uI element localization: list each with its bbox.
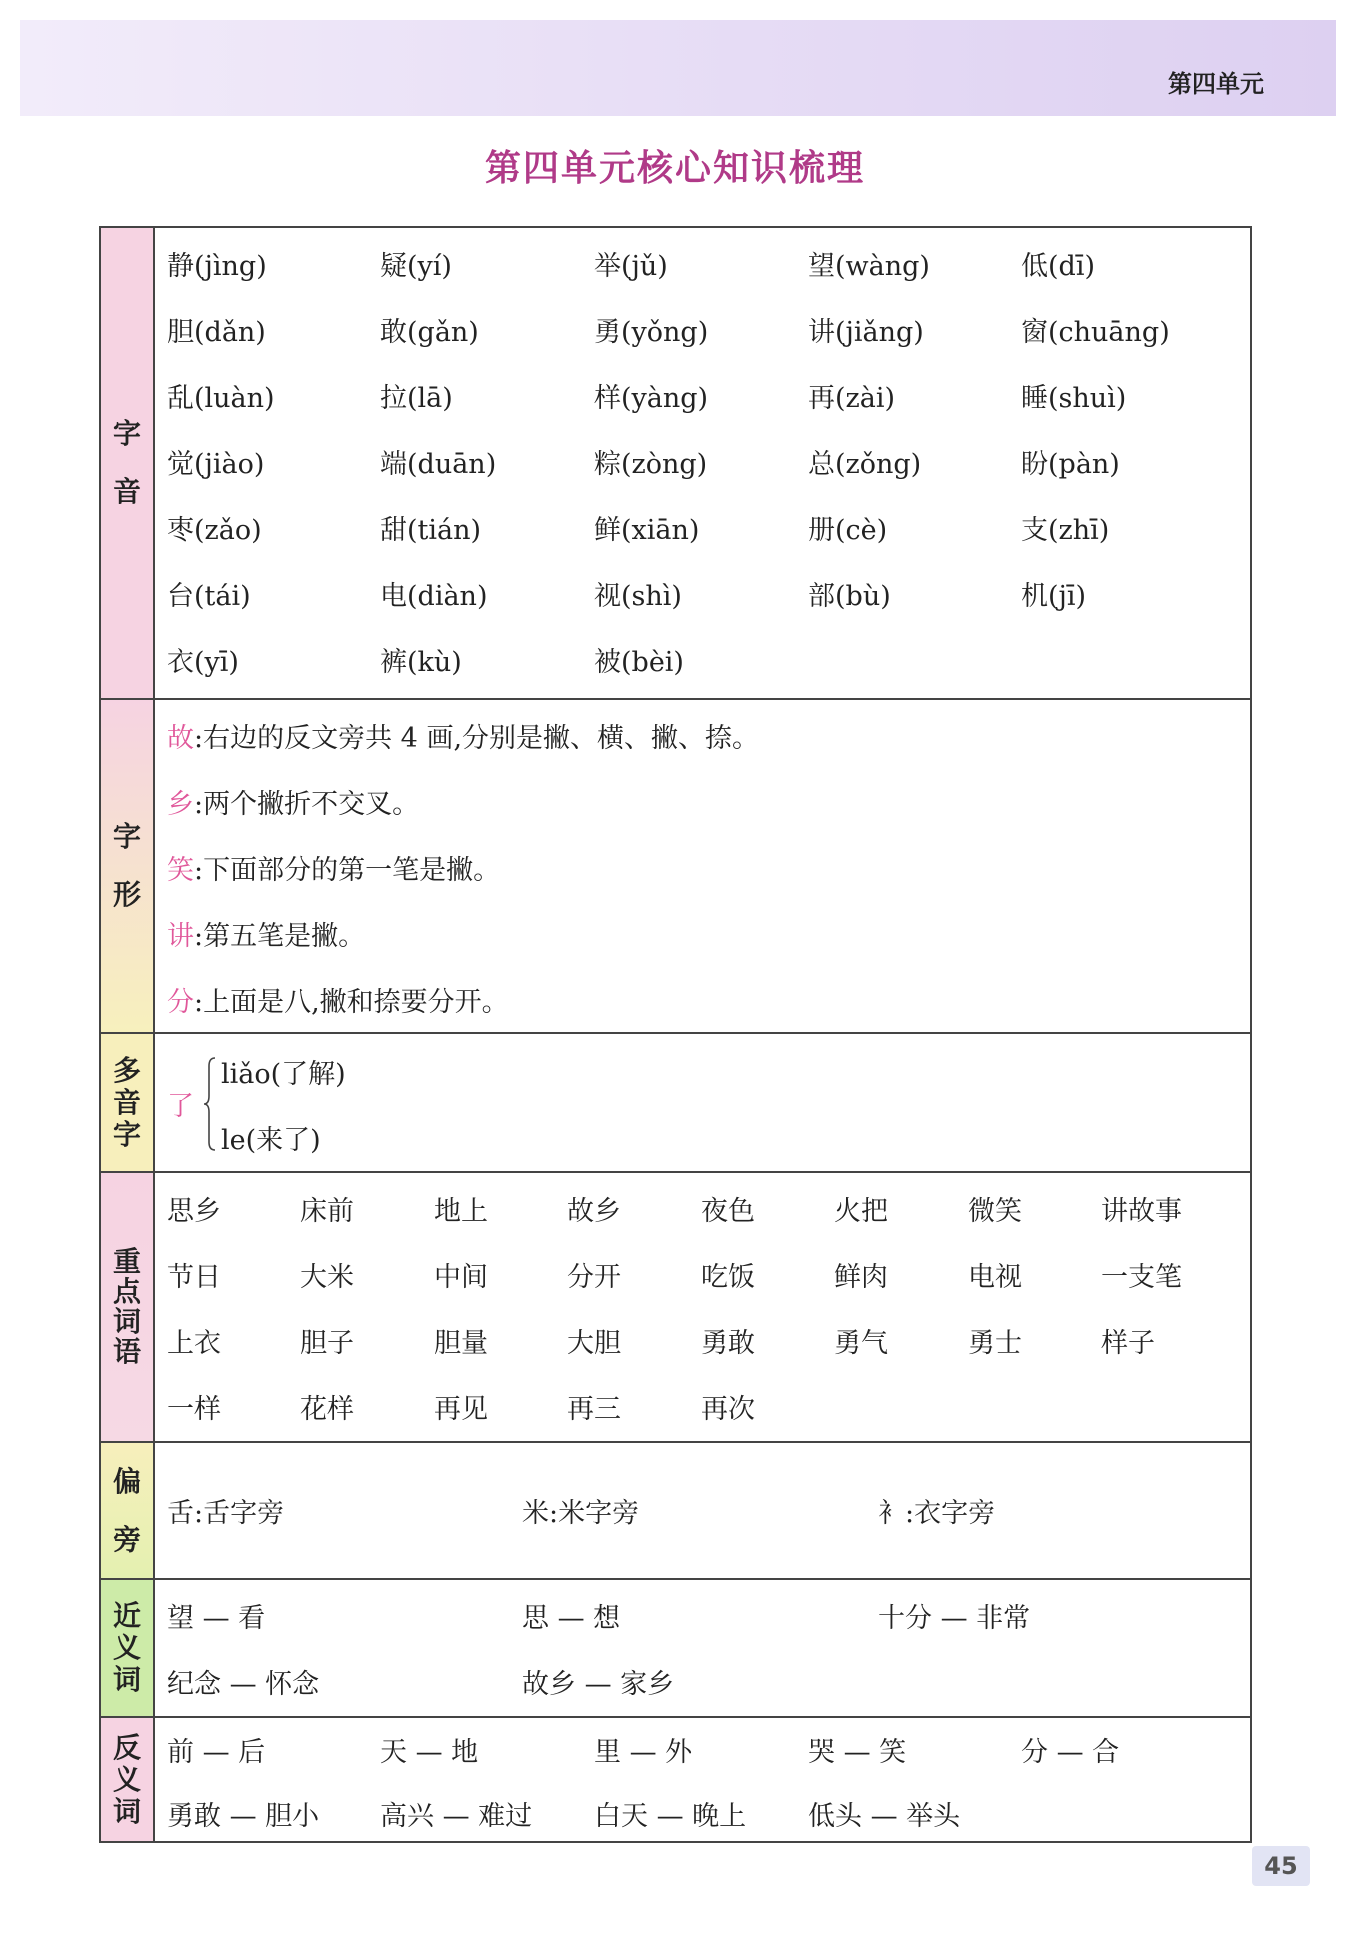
pinyin-entry: 电(diàn) xyxy=(380,581,488,612)
label-char: 反 xyxy=(112,1730,141,1764)
pinyin-entry: 枣(zǎo) xyxy=(167,515,262,546)
antonym-pair: 天 — 地 xyxy=(380,1737,479,1768)
pinyin-entry: 总(zǒng) xyxy=(808,449,922,480)
word-entry: 节日 xyxy=(167,1262,221,1293)
word-entry: 中间 xyxy=(434,1262,488,1293)
antonym-pair: 白天 — 晚上 xyxy=(594,1801,747,1832)
label-char: 字 xyxy=(112,417,141,450)
synonym-pair: 纪念 — 怀念 xyxy=(167,1669,320,1700)
word-entry: 床前 xyxy=(300,1196,354,1227)
pinyin-entry: 视(shì) xyxy=(594,581,682,612)
word-entry: 再三 xyxy=(567,1394,621,1425)
section-label-jinyici xyxy=(101,1580,155,1716)
section-label-duoyinzi xyxy=(101,1034,155,1171)
highlight-char: 讲 xyxy=(167,921,194,952)
pinyin-entry: 乱(luàn) xyxy=(167,383,275,414)
label-char: 字 xyxy=(112,1117,141,1151)
word-entry: 吃饭 xyxy=(701,1262,755,1293)
section-label-ziyin xyxy=(101,228,155,698)
word-entry: 鲜肉 xyxy=(834,1262,888,1293)
knowledge-table xyxy=(99,226,1252,1843)
highlight-char: 分 xyxy=(167,987,194,1018)
label-char: 词 xyxy=(112,1305,141,1338)
pinyin-entry: 部(bù) xyxy=(808,581,891,612)
pinyin-entry: 勇(yǒng) xyxy=(594,317,709,348)
highlight-char: 故 xyxy=(167,723,194,754)
antonym-pair: 哭 — 笑 xyxy=(808,1737,907,1768)
word-entry: 花样 xyxy=(300,1394,354,1425)
word-entry: 一样 xyxy=(167,1394,221,1425)
pinyin-entry: 册(cè) xyxy=(808,515,888,546)
word-entry: 再见 xyxy=(434,1394,488,1425)
synonym-pair: 十分 — 非常 xyxy=(878,1603,1031,1634)
word-entry: 思乡 xyxy=(167,1196,221,1227)
stroke-note xyxy=(167,914,365,953)
section-ziyin xyxy=(101,228,1250,698)
word-entry: 夜色 xyxy=(701,1196,755,1227)
section-pianpang xyxy=(101,1441,1250,1578)
antonym-pair: 高兴 — 难过 xyxy=(380,1801,533,1832)
note-text: :第五笔是撇。 xyxy=(194,921,366,952)
pinyin-entry: 窗(chuāng) xyxy=(1021,317,1170,348)
word-entry: 分开 xyxy=(567,1262,621,1293)
pinyin-entry: 端(duān) xyxy=(380,449,497,480)
word-entry: 勇士 xyxy=(968,1328,1022,1359)
stroke-note xyxy=(167,782,419,821)
pinyin-entry: 举(jǔ) xyxy=(594,251,668,282)
word-entry: 大胆 xyxy=(567,1328,621,1359)
pinyin-entry: 支(zhī) xyxy=(1021,515,1110,546)
section-jinyici xyxy=(101,1578,1250,1716)
section-zixing xyxy=(101,698,1250,1032)
pinyin-entry: 样(yàng) xyxy=(594,383,709,414)
word-entry: 勇敢 xyxy=(701,1328,755,1359)
antonym-pair: 勇敢 — 胆小 xyxy=(167,1801,320,1832)
stroke-note xyxy=(167,980,509,1019)
stroke-note xyxy=(167,848,500,887)
pinyin-entry: 裤(kù) xyxy=(380,647,462,678)
pinyin-entry: 讲(jiǎng) xyxy=(808,317,924,348)
label-char: 形 xyxy=(112,878,141,911)
section-fanyici xyxy=(101,1716,1250,1841)
label-char: 语 xyxy=(112,1335,141,1368)
pinyin-entry: 盼(pàn) xyxy=(1021,449,1120,480)
label-char: 近 xyxy=(112,1599,141,1632)
key-words-grid xyxy=(155,1173,1250,1441)
section-zhongdian xyxy=(101,1171,1250,1441)
pinyin-entry: 台(tái) xyxy=(167,581,251,612)
label-char: 音 xyxy=(112,475,141,508)
antonym-pair: 低头 — 举头 xyxy=(808,1801,961,1832)
antonyms-list xyxy=(155,1718,1250,1841)
label-char: 词 xyxy=(112,1663,141,1696)
synonym-pair: 望 — 看 xyxy=(167,1603,266,1634)
word-entry: 再次 xyxy=(701,1394,755,1425)
pinyin-entry: 胆(dǎn) xyxy=(167,317,266,348)
pinyin-entry: 静(jìng) xyxy=(167,251,267,282)
label-char: 多 xyxy=(112,1053,141,1087)
section-label-zixing xyxy=(101,700,155,1032)
note-text: :下面部分的第一笔是撇。 xyxy=(194,855,501,886)
polyphone-char: 了 xyxy=(167,1091,194,1122)
page-number: 45 xyxy=(1252,1846,1310,1886)
label-char: 重 xyxy=(112,1245,141,1278)
word-entry: 胆量 xyxy=(434,1328,488,1359)
pinyin-entry: 被(bèi) xyxy=(594,647,684,678)
word-entry: 一支笔 xyxy=(1101,1262,1182,1293)
word-entry: 大米 xyxy=(300,1262,354,1293)
pinyin-entry: 觉(jiào) xyxy=(167,449,265,480)
unit-label: 第四单元 xyxy=(1168,70,1264,98)
word-entry: 样子 xyxy=(1101,1328,1155,1359)
section-label-pianpang xyxy=(101,1443,155,1578)
antonym-pair: 里 — 外 xyxy=(594,1737,693,1768)
pinyin-entry: 机(jī) xyxy=(1021,581,1087,612)
label-char: 偏 xyxy=(112,1464,141,1498)
note-text: :右边的反文旁共 4 画,分别是撇、横、撇、捺。 xyxy=(194,723,760,754)
pinyin-entry: 低(dī) xyxy=(1021,251,1095,282)
synonym-pair: 故乡 — 家乡 xyxy=(522,1669,675,1700)
highlight-char: 笑 xyxy=(167,855,194,886)
header-banner xyxy=(20,20,1336,116)
pinyin-entry: 再(zài) xyxy=(808,383,896,414)
radical-entry: 舌:舌字旁 xyxy=(167,1498,285,1529)
pinyin-entry: 甜(tián) xyxy=(380,515,482,546)
polyphone-entry xyxy=(155,1034,1250,1171)
label-char: 词 xyxy=(112,1794,141,1828)
antonym-pair: 前 — 后 xyxy=(167,1737,266,1768)
stroke-note xyxy=(167,716,759,755)
label-char: 旁 xyxy=(112,1522,141,1556)
label-char: 音 xyxy=(112,1085,141,1119)
reading-entry: liǎo(了解) xyxy=(221,1059,346,1090)
label-char: 义 xyxy=(112,1631,141,1664)
stroke-notes xyxy=(155,700,1250,1032)
pinyin-entry: 疑(yí) xyxy=(380,251,452,282)
pinyin-entry: 衣(yī) xyxy=(167,647,239,678)
section-duoyinzi xyxy=(101,1032,1250,1171)
pinyin-grid xyxy=(155,228,1250,698)
brace-icon xyxy=(203,1056,217,1152)
radicals-list xyxy=(155,1443,1250,1578)
word-entry: 微笑 xyxy=(968,1196,1022,1227)
word-entry: 讲故事 xyxy=(1101,1196,1182,1227)
section-label-fanyici xyxy=(101,1718,155,1841)
word-entry: 电视 xyxy=(968,1262,1022,1293)
label-char: 字 xyxy=(112,820,141,853)
label-char: 义 xyxy=(112,1762,141,1796)
section-label-zhongdian xyxy=(101,1173,155,1441)
pinyin-entry: 鲜(xiān) xyxy=(594,515,700,546)
radical-entry: 米:米字旁 xyxy=(522,1498,640,1529)
note-text: :上面是八,撇和捺要分开。 xyxy=(194,987,509,1018)
label-char: 点 xyxy=(112,1275,141,1308)
word-entry: 地上 xyxy=(434,1196,488,1227)
pinyin-entry: 睡(shuì) xyxy=(1021,383,1127,414)
word-entry: 上衣 xyxy=(167,1328,221,1359)
note-text: :两个撇折不交叉。 xyxy=(194,789,420,820)
word-entry: 胆子 xyxy=(300,1328,354,1359)
word-entry: 故乡 xyxy=(567,1196,621,1227)
reading-entry: le(来了) xyxy=(221,1125,321,1156)
synonym-pair: 思 — 想 xyxy=(522,1603,621,1634)
pinyin-entry: 敢(gǎn) xyxy=(380,317,479,348)
pinyin-entry: 粽(zòng) xyxy=(594,449,708,480)
page-title: 第四单元核心知识梳理 xyxy=(484,148,865,189)
word-entry: 火把 xyxy=(834,1196,888,1227)
antonym-pair: 分 — 合 xyxy=(1021,1737,1120,1768)
synonyms-list xyxy=(155,1580,1250,1716)
radical-entry: 衤:衣字旁 xyxy=(878,1498,996,1529)
word-entry: 勇气 xyxy=(834,1328,888,1359)
pinyin-entry: 望(wàng) xyxy=(808,251,930,282)
pinyin-entry: 拉(lā) xyxy=(380,383,453,414)
highlight-char: 乡 xyxy=(167,789,194,820)
